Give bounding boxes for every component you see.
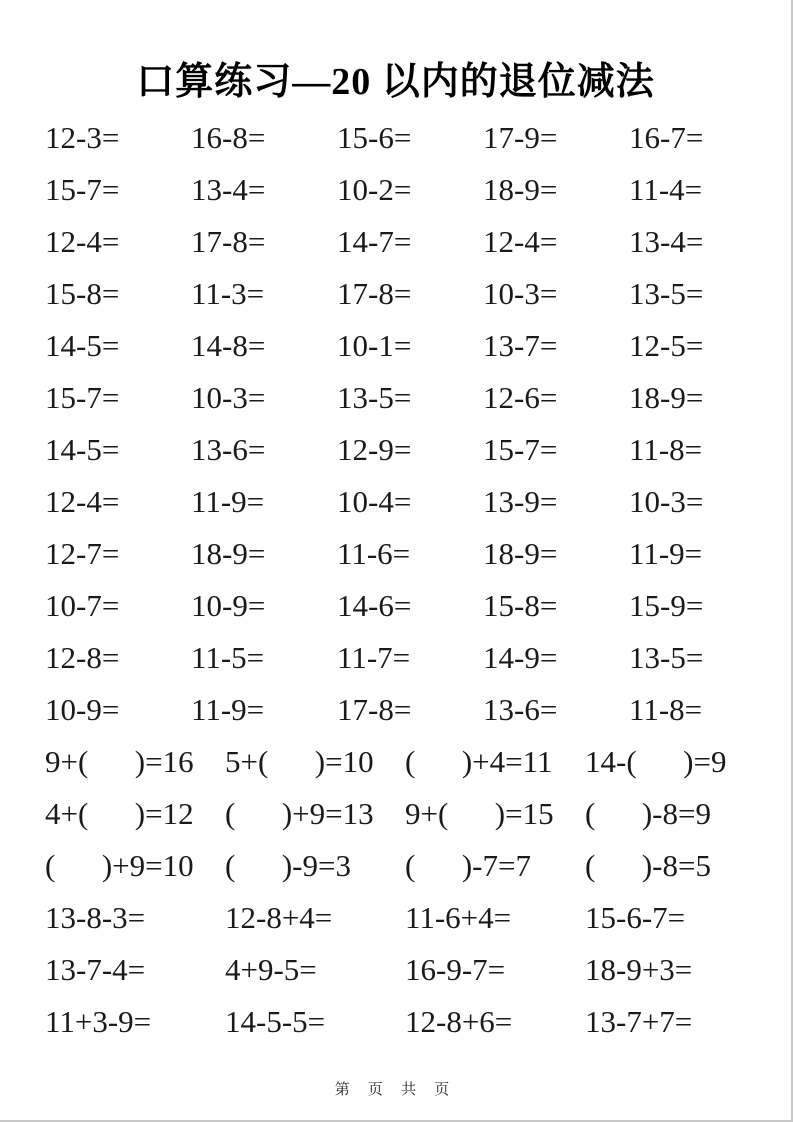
problem-cell: 14-8=	[191, 328, 266, 363]
problem-cell: 15-7=	[45, 172, 120, 207]
fill_blank-row	[45, 840, 775, 892]
subtraction-row	[45, 320, 775, 372]
problem-cell: ( )+9=10	[45, 848, 194, 883]
problem-cell: 11-5=	[191, 640, 265, 675]
problem-cell: ( )-8=9	[585, 796, 711, 831]
problem-cell: 13-7-4=	[45, 952, 146, 987]
problem-cell: 11-4=	[629, 172, 703, 207]
problem-cell: 10-3=	[629, 484, 704, 519]
page-footer: 第 页 共 页	[334, 1081, 457, 1098]
problem-cell: 12-3=	[45, 120, 120, 155]
problem-cell: 11-8=	[629, 692, 703, 727]
subtraction-row	[45, 684, 775, 736]
problem-cell: 13-5=	[629, 276, 704, 311]
problem-cell: 11-3=	[191, 276, 265, 311]
problem-cell: 10-7=	[45, 588, 120, 623]
problem-cell: 13-9=	[483, 484, 558, 519]
problem-cell: 15-8=	[45, 276, 120, 311]
problem-cell: 13-7+7=	[585, 1004, 693, 1039]
problem-cell: 9+( )=15	[405, 796, 554, 831]
problem-cell: 12-8+6=	[405, 1004, 513, 1039]
problem-cell: 10-2=	[337, 172, 412, 207]
problems-area	[45, 112, 775, 1048]
problem-cell: 16-9-7=	[405, 952, 506, 987]
problem-cell: 4+9-5=	[225, 952, 317, 987]
problem-cell: 13-7=	[483, 328, 558, 363]
three_term-row	[45, 996, 775, 1048]
problem-cell: 11-6+4=	[405, 900, 512, 935]
problem-cell: 11-9=	[629, 536, 703, 571]
problem-cell: 14-5=	[45, 328, 120, 363]
subtraction-row	[45, 372, 775, 424]
problem-cell: 12-8+4=	[225, 900, 333, 935]
problem-cell: 11-7=	[337, 640, 411, 675]
problem-cell: 16-8=	[191, 120, 266, 155]
problem-cell: 13-6=	[483, 692, 558, 727]
problem-cell: 4+( )=12	[45, 796, 194, 831]
problem-cell: ( )-7=7	[405, 848, 531, 883]
subtraction-row	[45, 164, 775, 216]
problem-cell: 10-1=	[337, 328, 412, 363]
problem-cell: 13-4=	[629, 224, 704, 259]
subtraction-row	[45, 216, 775, 268]
problem-cell: 17-8=	[191, 224, 266, 259]
problem-cell: 13-6=	[191, 432, 266, 467]
problem-cell: 14-6=	[337, 588, 412, 623]
problem-cell: 15-6=	[337, 120, 412, 155]
problem-cell: 9+( )=16	[45, 744, 194, 779]
problem-cell: 12-6=	[483, 380, 558, 415]
subtraction-row	[45, 528, 775, 580]
problem-cell: 14-7=	[337, 224, 412, 259]
problem-cell: 12-8=	[45, 640, 120, 675]
problem-cell: ( )-8=5	[585, 848, 711, 883]
subtraction-row	[45, 476, 775, 528]
problem-cell: 15-6-7=	[585, 900, 686, 935]
problem-cell: ( )+9=13	[225, 796, 374, 831]
problem-cell: 17-9=	[483, 120, 558, 155]
subtraction-row	[45, 424, 775, 476]
fill_blank-row	[45, 788, 775, 840]
problem-cell: 12-9=	[337, 432, 412, 467]
problem-cell: 10-4=	[337, 484, 412, 519]
problem-cell: 12-4=	[483, 224, 558, 259]
subtraction-row	[45, 268, 775, 320]
problem-cell: 5+( )=10	[225, 744, 374, 779]
problem-cell: 18-9=	[629, 380, 704, 415]
problem-cell: 11-6=	[337, 536, 411, 571]
problem-cell: 12-4=	[45, 224, 120, 259]
three_term-row	[45, 944, 775, 996]
problem-cell: 12-4=	[45, 484, 120, 519]
problem-cell: 12-7=	[45, 536, 120, 571]
problem-cell: 10-3=	[483, 276, 558, 311]
problem-cell: 10-9=	[191, 588, 266, 623]
problem-cell: 15-7=	[45, 380, 120, 415]
problem-cell: 11-9=	[191, 484, 265, 519]
fill_blank-row	[45, 736, 775, 788]
subtraction-row	[45, 580, 775, 632]
problem-cell: 15-8=	[483, 588, 558, 623]
problem-cell: 11+3-9=	[45, 1004, 152, 1039]
problem-cell: 11-8=	[629, 432, 703, 467]
problem-cell: 17-8=	[337, 276, 412, 311]
problem-cell: ( )+4=11	[405, 744, 553, 779]
problem-cell: 14-5-5=	[225, 1004, 326, 1039]
problem-cell: 10-3=	[191, 380, 266, 415]
problem-cell: 14-9=	[483, 640, 558, 675]
problem-cell: 14-5=	[45, 432, 120, 467]
problem-cell: 13-5=	[337, 380, 412, 415]
problem-cell: 13-4=	[191, 172, 266, 207]
page-title: 口算练习—20 以内的退位减法	[136, 61, 655, 103]
problem-cell: 12-5=	[629, 328, 704, 363]
problem-cell: 15-7=	[483, 432, 558, 467]
problem-cell: 18-9=	[483, 172, 558, 207]
problem-cell: 18-9=	[483, 536, 558, 571]
problem-cell: 15-9=	[629, 588, 704, 623]
problem-cell: 10-9=	[45, 692, 120, 727]
problem-cell: 13-5=	[629, 640, 704, 675]
problem-cell: 11-9=	[191, 692, 265, 727]
problem-cell: 18-9=	[191, 536, 266, 571]
problem-cell: 13-8-3=	[45, 900, 146, 935]
problem-cell: 16-7=	[629, 120, 704, 155]
problem-cell: ( )-9=3	[225, 848, 351, 883]
problem-cell: 18-9+3=	[585, 952, 693, 987]
three_term-row	[45, 892, 775, 944]
problem-cell: 17-8=	[337, 692, 412, 727]
subtraction-row	[45, 112, 775, 164]
problem-cell: 14-( )=9	[585, 744, 727, 779]
subtraction-row	[45, 632, 775, 684]
